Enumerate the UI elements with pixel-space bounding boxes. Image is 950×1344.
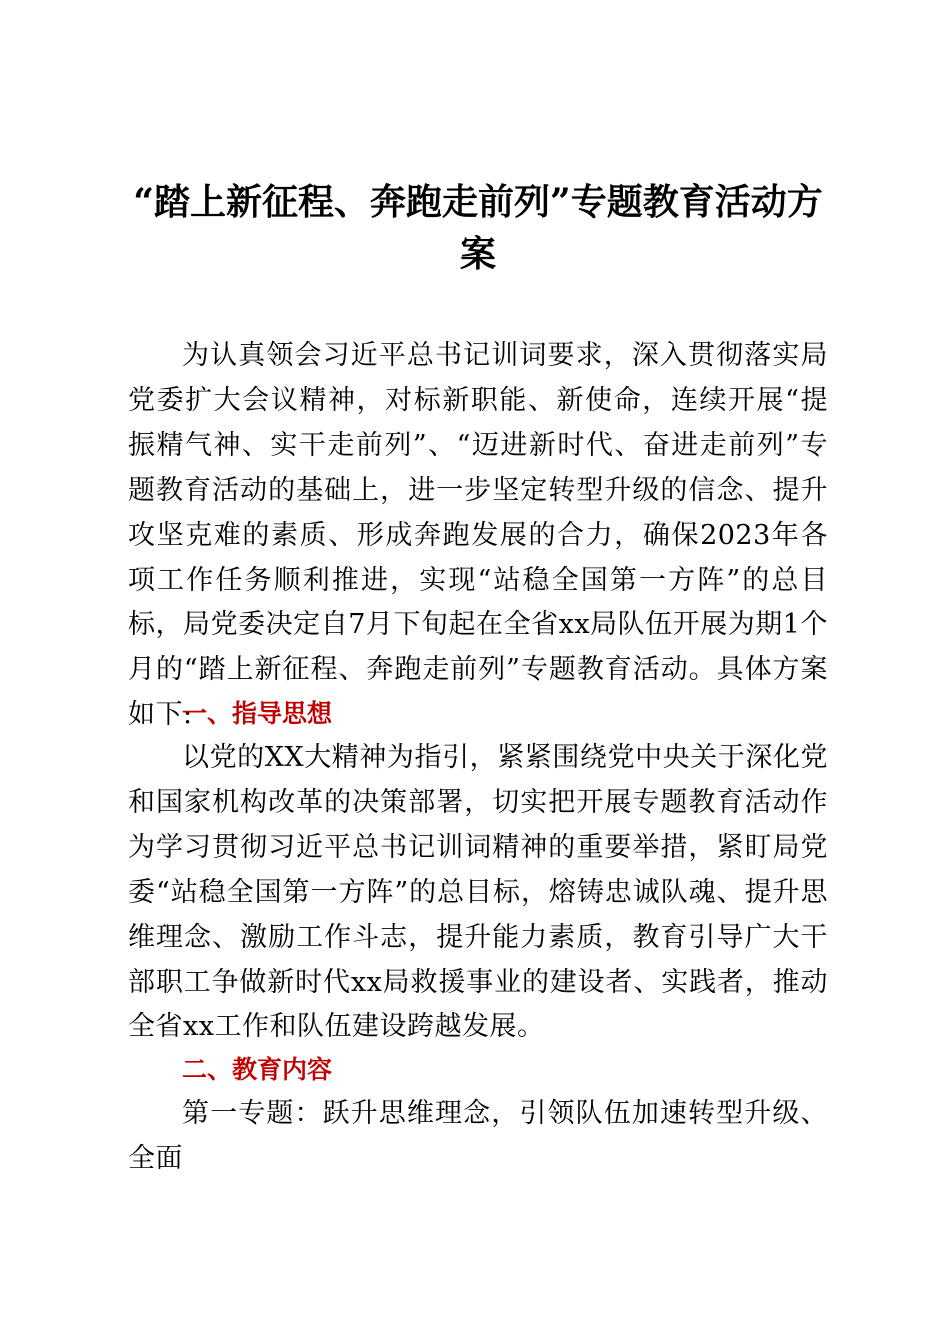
section-heading-education-content: 二、教育内容 bbox=[182, 1055, 333, 1084]
guiding-ideology-paragraph: 以党的XX大精神为指引，紧紧围绕党中央关于深化党和国家机构改革的决策部署，切实把开展专题教育活动作为学习贯彻习近平总书记训词精神的重要举措，紧盯局党委“站稳全国第一方阵”的总目标，熔铸忠诚队魂、提升思维理念、激励工作斗志，提升能力素质，教育引导广大干部职工争做新时代xx局救援事业的建设者、实践者，推动全省xx工作和队伍建设跨越发展。 bbox=[128, 742, 828, 1043]
document-title: “踏上新征程、奔跑走前列”专题教育活动方案 bbox=[133, 181, 823, 275]
section-heading-guiding-ideology: 一、指导思想 bbox=[182, 699, 333, 728]
intro-paragraph: 为认真领会习近平总书记训词要求，深入贯彻落实局党委扩大会议精神，对标新职能、新使命，连续开展“提振精气神、实干走前列”、“迈进新时代、奋进走前列”专题教育活动的基础上，进一步坚定转型升级的信念、提升攻坚克难的素质、形成奔跑发展的合力，确保2023年各项工作任务顺利推进，实现“站稳全国第一方阵”的总目标，局党委决定自7月下旬起在全省xx局队伍开展为期1个月的“踏上新征程、奔跑走前列”专题教育活动。具体方案如下: bbox=[128, 340, 828, 731]
education-content-paragraph: 第一专题：跃升思维理念，引领队伍加速转型升级、全面 bbox=[128, 1098, 828, 1174]
